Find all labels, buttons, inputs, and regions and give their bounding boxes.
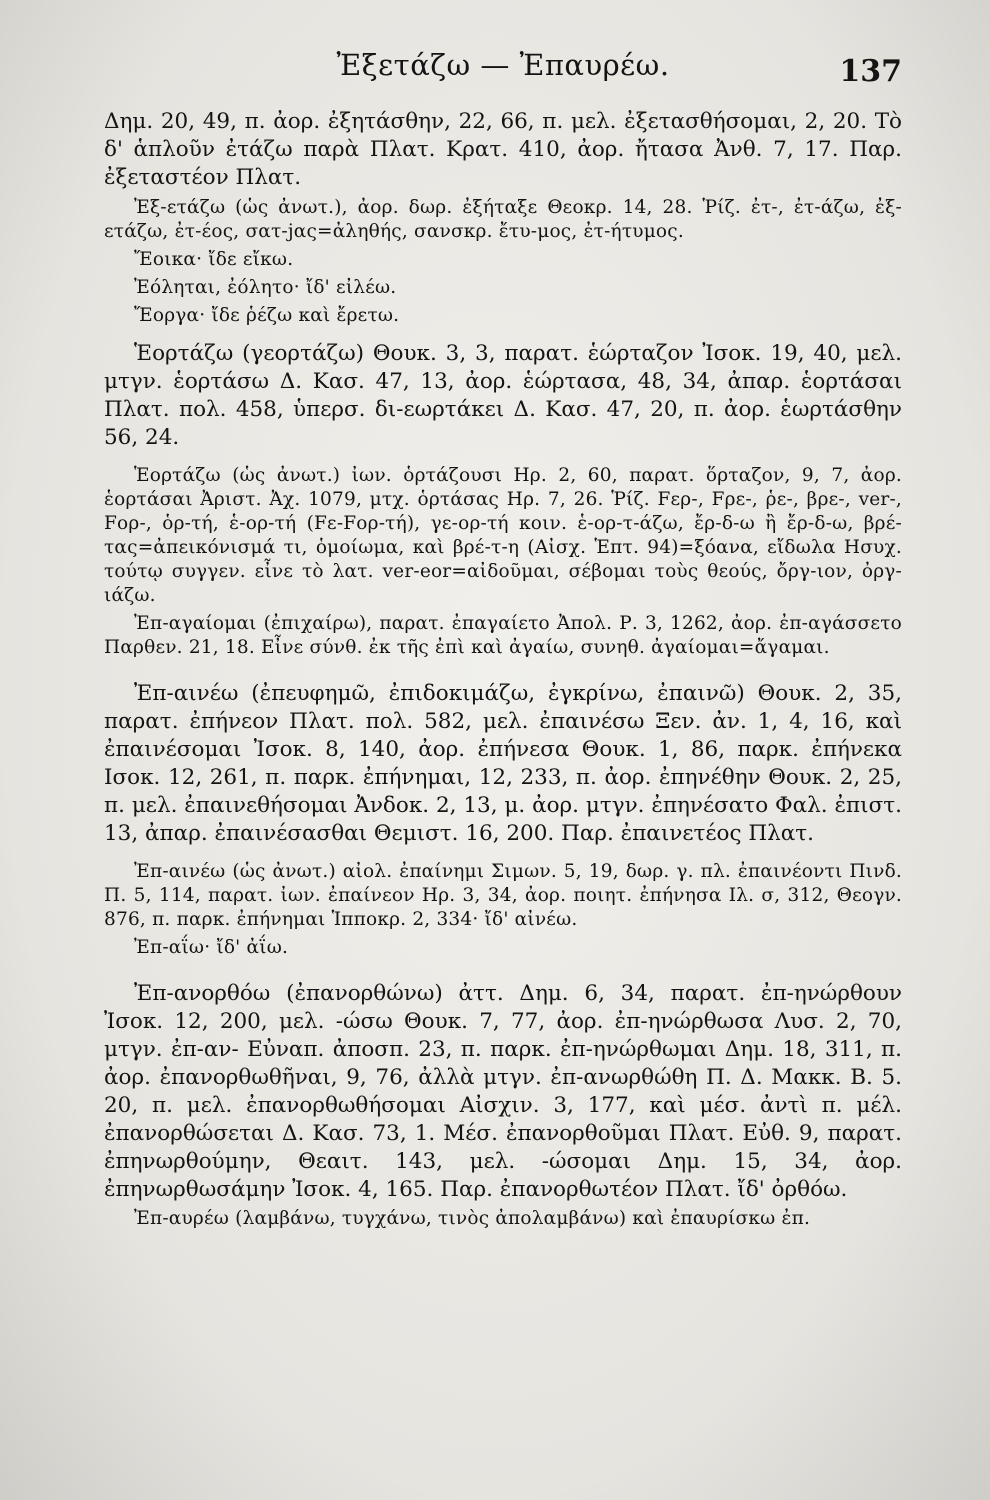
entry-eoika: Ἔοικα· ἴδε εἴκω.: [134, 248, 294, 270]
entry-eoletai: Ἐόληται, ἐόλητο· ἴδ' εἰλέω.: [134, 276, 397, 298]
entry-eorga: Ἔοργα· ἴδε ῥέζω καὶ ἔρετω.: [134, 305, 400, 326]
page-number: 137: [839, 54, 902, 89]
dictionary-body: [104, 108, 902, 1232]
entry-continuation-exetazo: Δημ. 20, 49, π. ἀορ. ἐξητάσθην, 22, 66, π. μελ. ἐξετασθήσομαι, 2, 20. Τὸ δ' ἁπλοῦν ἐτάζω παρὰ Πλατ. Κρατ. 410, ἀορ. ἤτασα Ἀνθ. 7, 17. Παρ. ἐξεταστέον Πλατ.: [104, 109, 902, 190]
entry-ep-anorthoo: Ἐπ-ανορθόω (ἐπανορθώνω) ἀττ. Δημ. 6, 34, παρατ. ἐπ-ηνώρθουν Ἰσοκ. 12, 200, μελ. -ώσω Θουκ. 7, 77, ἀορ. ἐπ-ηνώρθωσα Λυσ. 2, 70, μτγν. ἐπ-αν- Εὐναπ. ἀποσπ. 23, π. παρκ. ἐπ-ηνώρθωμαι Δημ. 18, 311, π. ἀορ. ἐπανορθωθῆναι, 9, 76, ἀλλὰ μτγν. ἐπ-ανωρθώθη Π. Δ. Μακκ. Β. 5. 20, π. μελ. ἐπανορθωθήσομαι Αἰσχιν. 3, 177, καὶ μέσ. ἀντὶ π. μέλ. ἐπανορθώσεται Δ. Κασ. 73, 1. Μέσ. ἐπανορθοῦμαι Πλατ. Εὐθ. 9, παρατ. ἐπηνωρθούμην, Θεαιτ. 143, μελ. -ώσομαι Δημ. 15, 34, ἀορ. ἐπηνωρθωσάμην Ἰσοκ. 4, 165. Παρ. ἐπανορθωτέον Πλατ. ἴδ' ὀρθόω.: [104, 980, 902, 1202]
entry-ep-agaiomai: Ἐπ-αγαίομαι (ἐπιχαίρω), παρατ. ἐπαγαίετο Ἀπολ. Ρ. 3, 1262, ἀορ. ἐπ-αγάσσετο Παρθεν. 21, 18. Εἶνε σύνθ. ἐκ τῆς ἐπὶ καὶ ἀγαίω, συνηθ. ἀγαίομαι=ἄγαμαι.: [104, 613, 902, 659]
entry-ep-aio: Ἐπ-αΐω· ἴδ' ἀΐω.: [134, 936, 289, 958]
entry-heortazo-dialect: Ἑορτάζω (ὡς ἀνωτ.) ἰων. ὁρτάζουσι Ηρ. 2, 60, παρατ. ὅρταζον, 9, 7, ἀορ. ἑορτάσαι Ἀριστ. Ἀχ. 1079, μτχ. ὁρτάσας Ηρ. 7, 26. Ῥίζ. Fερ-, Fρε-, ῥε-, βρε-, ver-, Fορ-, ὁρ-τή, ἑ-ορ-τή (Fε-Fορ-τή), γε-ορ-τή κοιν. ἑ-ορ-τ-άζω, ἔρ-δ-ω ἢ ἔρ-δ-ω, βρέ-τας=ἀπεικόνισμά τι, ὁμοίωμα, καὶ βρέ-τ-η (Αἰσχ. Ἑπτ. 94)=ξόανα, εἴδωλα Ησυχ. τούτῳ συγγεν. εἶνε τὸ λατ. ver-eor=αἰδοῦμαι, σέβομαι τοὺς θεούς, ὄργ-ιον, ὀργ-ιάζω.: [104, 464, 902, 607]
entry-ep-aineo: Ἐπ-αινέω (ἐπευφημῶ, ἐπιδοκιμάζω, ἐγκρίνω, ἐπαινῶ) Θουκ. 2, 35, παρατ. ἐπήνεον Πλατ. πολ. 582, μελ. ἐπαινέσω Ξεν. ἀν. 1, 4, 16, καὶ ἐπαινέσομαι Ἰσοκ. 8, 140, ἀορ. ἐπήνεσα Θουκ. 1, 86, παρκ. ἐπήνεκα Ισοκ. 12, 261, π. παρκ. ἐπήνημαι, 12, 233, π. ἀορ. ἐπηνέθην Θουκ. 2, 25, π. μελ. ἐπαινεθήσομαι Ἀνδοκ. 2, 13, μ. ἀορ. μτγν. ἐπηνέσατο Φαλ. ἐπιστ. 13, ἀπαρ. ἐπαινέσασθαι Θεμιστ. 16, 200. Παρ. ἐπαινετέος Πλατ.: [104, 681, 902, 846]
entry-heortazo: Ἑορτάζω (γεορτάζω) Θουκ. 3, 3, παρατ. ἑώρταζον Ἰσοκ. 19, 40, μελ. μτγν. ἑορτάσω Δ. Κασ. 47, 13, ἀορ. ἑώρτασα, 48, 34, ἀπαρ. ἑορτάσαι Πλατ. πολ. 458, ὑπερσ. δι-εωρτάκει Δ. Κασ. 47, 20, π. ἀορ. ἑωρτάσθην 56, 24.: [104, 341, 902, 450]
entry-ep-aureo: Ἐπ-αυρέω (λαμβάνω, τυγχάνω, τινὸς ἀπολαμβάνω) καὶ ἐπαυρίσκω ἐπ.: [134, 1208, 811, 1230]
page-header-title: Ἐξετάζω — Ἐπαυρέω.: [336, 48, 670, 82]
running-head: [104, 48, 902, 108]
entry-ex-etazo-dialect: Ἐξ-ετάζω (ὡς ἀνωτ.), ἀορ. δωρ. ἐξήταξε Θεοκρ. 14, 28. Ῥίζ. ἐτ-, ἐτ-άζω, ἐξ-ετάζω, ἐτ-έος, σατ-jας=ἀληθής, σανσκρ. ἔτυ-μος, ἐτ-ήτυμος.: [104, 196, 902, 242]
entry-ep-aineo-dialect: Ἐπ-αινέω (ὡς ἀνωτ.) αἰολ. ἐπαίνημι Σιμων. 5, 19, δωρ. γ. πλ. ἐπαινέοντι Πινδ. Π. 5, 114, παρατ. ἰων. ἐπαίνεον Ηρ. 3, 34, ἀορ. ποιητ. ἐπήνησα Ιλ. σ, 312, Θεογν. 876, π. παρκ. ἐπήνημαι Ἱπποκρ. 2, 334· ἴδ' αἰνέω.: [104, 860, 902, 930]
